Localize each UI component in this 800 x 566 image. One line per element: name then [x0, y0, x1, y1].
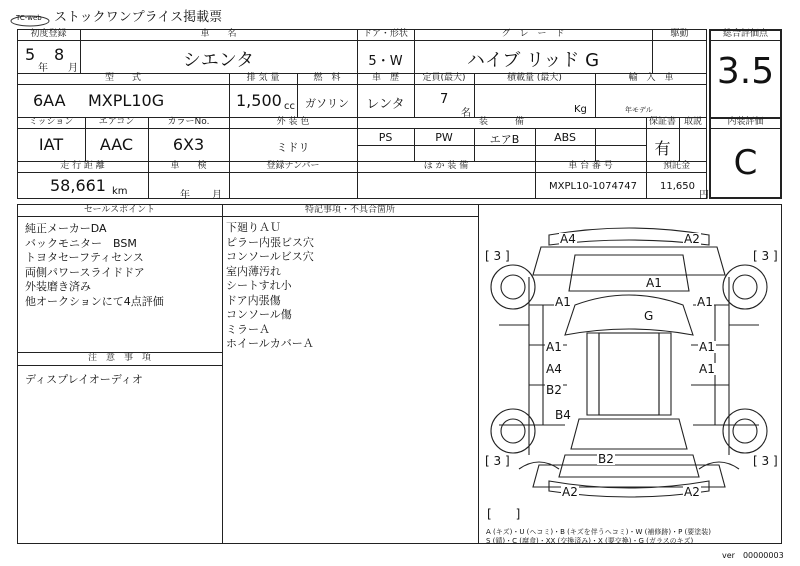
special-note-item: ピラー内張ビス穴: [226, 235, 314, 249]
label-exterior-color: 外 装 色: [276, 117, 310, 127]
label-other-equipment: ほ か 装 備: [423, 161, 469, 171]
damage-mark: A1: [546, 340, 562, 354]
damage-mark: A2: [562, 485, 578, 499]
label-equipment: 装 備: [478, 117, 524, 127]
door-type: 5・W: [368, 54, 403, 69]
displacement: 1,500: [236, 91, 282, 110]
damage-mark: B2: [546, 383, 562, 397]
equipment-ps: PS: [378, 131, 393, 144]
aircon: AAC: [99, 135, 134, 154]
damage-mark: A4: [560, 232, 576, 246]
damage-mark: A1: [555, 295, 571, 309]
label-capacity: 定員(最大): [422, 73, 466, 83]
car-damage-diagram: [479, 205, 781, 527]
damage-mark: A1: [646, 276, 662, 290]
deposit-unit: 円: [699, 190, 709, 201]
label-fuel: 燃 料: [313, 73, 341, 83]
year-unit: 年: [38, 63, 48, 74]
special-note-item: コンソールビス穴: [226, 250, 314, 263]
label-deposit: 預託金: [662, 161, 690, 171]
sales-point-item: トヨタセーフティセンス: [25, 251, 144, 264]
car-name: シエンタ: [182, 50, 255, 71]
damage-mark: A2: [684, 232, 700, 246]
damage-mark: A4: [546, 362, 562, 376]
sales-points-list: [25, 222, 164, 309]
special-note-item: コンソール傷: [226, 308, 292, 321]
special-note-item: 下廻りＡＵ: [226, 221, 281, 234]
notes-list: [25, 373, 143, 388]
label-grade: グ レ ー ド: [501, 29, 565, 39]
label-overall-grade: 総合評価点: [722, 29, 768, 39]
label-inspection: 車 検: [170, 161, 207, 171]
displacement-unit: cc: [284, 101, 295, 112]
label-interior-grade: 内装評価: [727, 117, 764, 127]
special-note-item: ホイールカバーＡ: [226, 337, 314, 350]
inspection-year-unit: 年: [180, 190, 190, 201]
diagram-legend-1: A (キズ)・U (ヘコミ)・B (キズを伴うヘコミ)・W (補修跡)・P (要塗装): [486, 528, 712, 536]
equipment-abs: ABS: [554, 131, 576, 144]
sales-point-item: 両側パワースライドドア: [25, 265, 145, 279]
special-note-item: ミラーＡ: [226, 322, 270, 336]
label-color-no: カラーNo.: [167, 117, 210, 127]
fuel: ガソリン: [305, 97, 349, 110]
tire-rear-right: [ 3 ]: [753, 454, 778, 468]
equipment-airbag: エアB: [489, 133, 520, 146]
label-history: 車 歴: [371, 73, 399, 83]
damage-mark: A2: [684, 485, 700, 499]
label-chassis-no: 車 台 番 号: [568, 161, 613, 171]
sales-point-item: 外装磨き済み: [25, 280, 91, 293]
label-manual: 取説: [683, 117, 702, 127]
label-mission: ミッション: [28, 117, 74, 127]
overall-grade: 3.5: [716, 51, 775, 92]
special-note-item: ドア内張傷: [226, 293, 281, 307]
model-prefix: 6AA: [33, 91, 66, 110]
grade: ハイブ リッド G: [466, 50, 600, 71]
label-model: 型 式: [104, 73, 141, 83]
label-warranty: 保証書: [648, 117, 676, 127]
note-item: ディスプレイオーディオ: [25, 373, 143, 386]
first-reg-month: 8: [54, 45, 65, 64]
special-note-item: 室内薄汚れ: [226, 264, 281, 278]
sales-point-item: バックモニター BSM: [25, 236, 137, 250]
history: レンタ: [366, 97, 405, 112]
mileage: 58,661: [50, 176, 106, 195]
mission: IAT: [38, 135, 64, 154]
tire-front-left: [ 3 ]: [485, 249, 510, 263]
inspection-month-unit: 月: [212, 190, 222, 201]
special-notes-list: [226, 221, 314, 352]
color-no: 6X3: [172, 135, 205, 154]
label-mileage: 走 行 距 離: [60, 161, 105, 171]
spare-tire: [ ]: [487, 507, 521, 521]
notes-title: 注 意 事 項: [87, 353, 151, 363]
damage-mark: A1: [699, 362, 715, 376]
import-unit: 年モデル: [625, 106, 653, 114]
equipment-pw: PW: [435, 131, 453, 144]
capacity: 7: [440, 92, 449, 107]
damage-mark: B4: [555, 408, 571, 422]
logo: [10, 12, 50, 24]
special-notes-title: 特記事項・不具合箇所: [304, 205, 395, 215]
mileage-unit: km: [112, 186, 128, 197]
label-import: 輸 入 車: [628, 73, 674, 83]
label-door-type: ドア・形状: [363, 29, 408, 39]
first-reg-year: 5: [25, 45, 36, 64]
sales-point-item: 他オークションにて4点評価: [25, 294, 164, 308]
label-drive: 駆動: [670, 29, 689, 39]
month-unit: 月: [68, 63, 78, 74]
label-displacement: 排 気 量: [246, 73, 280, 83]
page-title: ストックワンプライス掲載票: [54, 10, 223, 25]
model: MXPL10G: [88, 91, 165, 110]
damage-mark: G: [644, 309, 654, 323]
damage-mark: A1: [697, 295, 713, 309]
special-note-item: シートすれ小: [226, 279, 292, 292]
sales-points-title: セールスポイント: [83, 205, 156, 215]
warranty: 有: [654, 139, 671, 158]
damage-mark: A1: [699, 340, 715, 354]
label-plate: 登録ナンバー: [266, 161, 320, 171]
tire-rear-left: [ 3 ]: [485, 454, 510, 468]
load-unit: Kg: [574, 104, 587, 115]
logo-text: TC-web: [16, 14, 42, 22]
tire-front-right: [ 3 ]: [753, 249, 778, 263]
label-load: 積載量 (最大): [507, 73, 562, 83]
label-aircon: エアコン: [98, 117, 135, 127]
damage-mark: B2: [598, 452, 614, 466]
version: ver 00000003: [722, 551, 784, 560]
exterior-color: ミドリ: [276, 141, 310, 154]
interior-grade: C: [733, 143, 758, 183]
diagram-legend-2: S (錆)・C (腐食)・XX (交換済み)・X (要交換)・G (ガラスのキズ): [486, 537, 694, 545]
chassis-no: MXPL10-1074747: [549, 181, 637, 192]
sales-point-item: 純正メーカーDA: [25, 222, 107, 235]
deposit: 11,650: [660, 181, 695, 192]
capacity-unit: 名: [461, 108, 471, 119]
label-first-reg: 初度登録: [30, 29, 67, 39]
label-car-name: 車 名: [200, 29, 237, 39]
